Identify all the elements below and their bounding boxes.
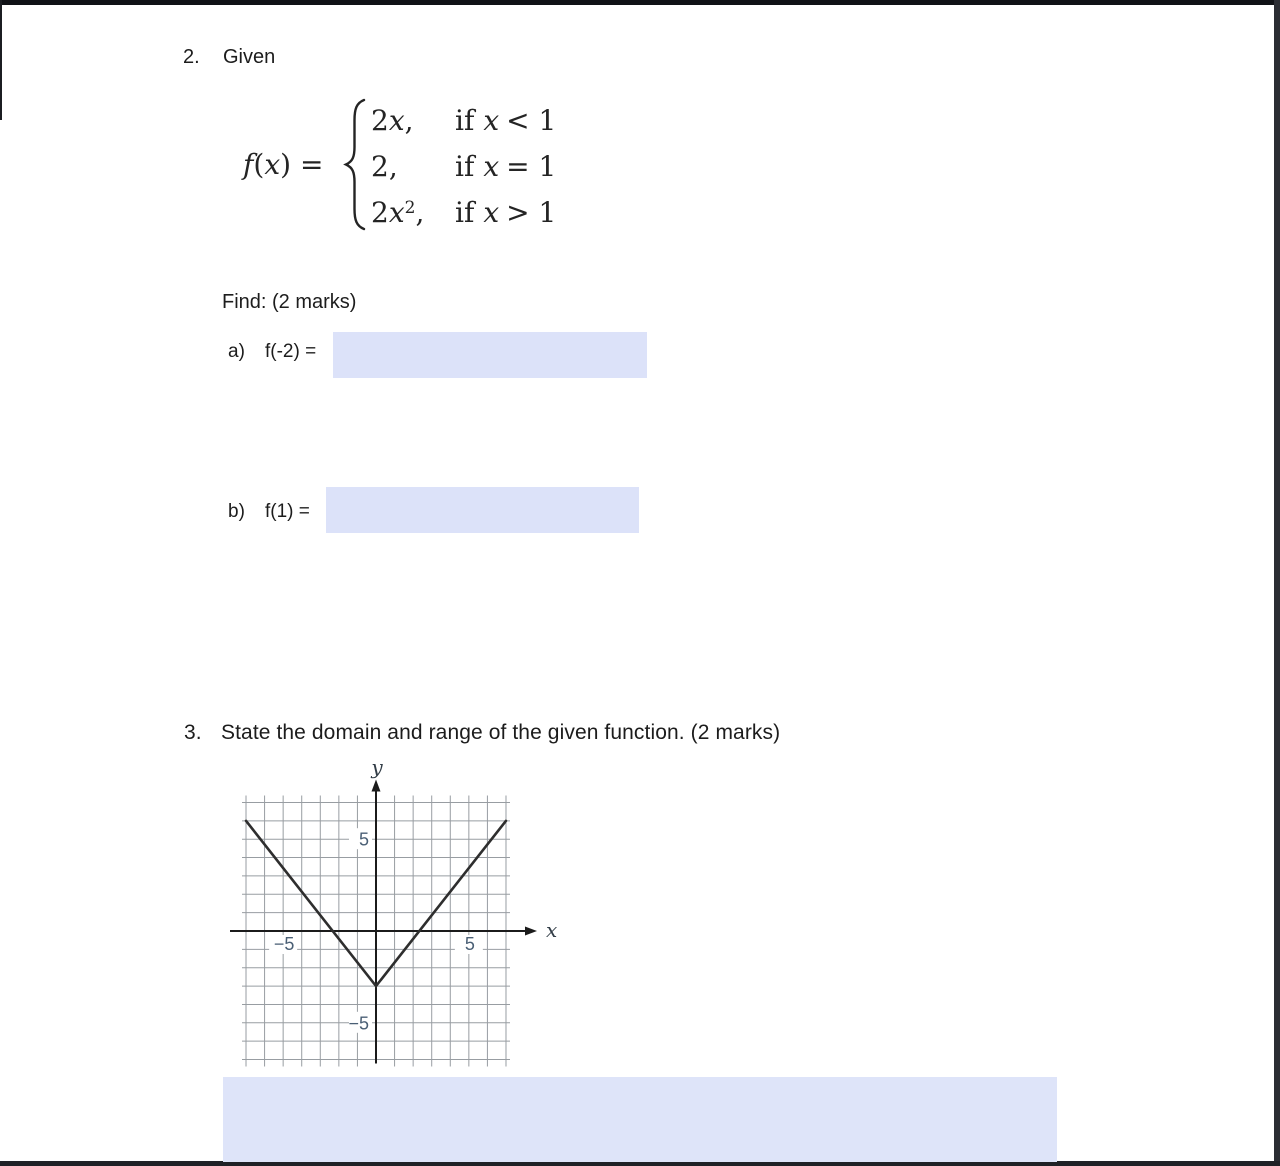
row2-coef: 2 (371, 149, 389, 183)
part-a-label: a) (228, 341, 245, 362)
x-axis-arrow-icon (525, 927, 537, 936)
formula-lhs (243, 148, 324, 181)
row3-var: x (388, 195, 405, 229)
row1-relation: < 1 (506, 103, 557, 137)
formula-equals: = (300, 148, 324, 181)
question-3-title: State the domain and range of the given function. (2 marks) (221, 721, 781, 744)
question-2-title: Given (223, 46, 276, 68)
question-2-number: 2. (183, 46, 200, 68)
row1-if: if (455, 103, 475, 137)
row2-relation: = 1 (506, 149, 557, 183)
curly-brace (343, 98, 369, 232)
y-axis-name: y (371, 755, 383, 779)
row1-comma: , (404, 103, 414, 137)
row3-if: if (455, 195, 475, 229)
row1-coef: 2 (371, 103, 389, 137)
row2-comma: , (388, 149, 398, 183)
question-2-header (183, 46, 275, 69)
y-tick-label: −5 (348, 1013, 369, 1034)
formula-arg: x (264, 148, 281, 181)
part-b-expression: f(1) = (265, 501, 310, 522)
row1-var: x (388, 103, 405, 137)
x-tick-label: 5 (464, 934, 475, 954)
row3-comma: , (415, 195, 425, 229)
formula-func: f (243, 148, 254, 181)
q3-graph (225, 750, 565, 1070)
row3-relation: > 1 (506, 195, 557, 229)
answer-input-b[interactable] (326, 487, 639, 533)
row1-cond-var: x (483, 103, 500, 137)
frame-bar-left (0, 0, 2, 120)
part-b-label: b) (228, 501, 245, 522)
row3-cond-var: x (483, 195, 500, 229)
frame-bar-top (0, 0, 1280, 5)
formula-row-1 (371, 97, 556, 143)
frame-bar-right (1274, 0, 1280, 1166)
x-axis-name: x (545, 918, 558, 942)
y-axis-arrow-icon (372, 779, 381, 791)
answer-input-q3[interactable] (223, 1077, 1057, 1162)
x-tick-label: −5 (273, 934, 295, 954)
question-3-number: 3. (184, 721, 202, 744)
row3-exponent: 2 (404, 197, 416, 218)
formula-rows (371, 97, 556, 235)
row3-coef: 2 (371, 195, 389, 229)
row2-if: if (455, 149, 475, 183)
formula-close-paren: ) (280, 148, 292, 181)
row2-cond-var: x (483, 149, 500, 183)
formula-row-2 (371, 143, 556, 189)
y-tick-label: 5 (358, 829, 369, 850)
part-a-expression: f(-2) = (265, 341, 317, 362)
formula-open-paren: ( (253, 148, 265, 181)
question-3-header (184, 721, 780, 745)
answer-input-a[interactable] (333, 332, 647, 378)
find-label: Find: (2 marks) (222, 291, 357, 313)
formula-row-3 (371, 189, 556, 235)
